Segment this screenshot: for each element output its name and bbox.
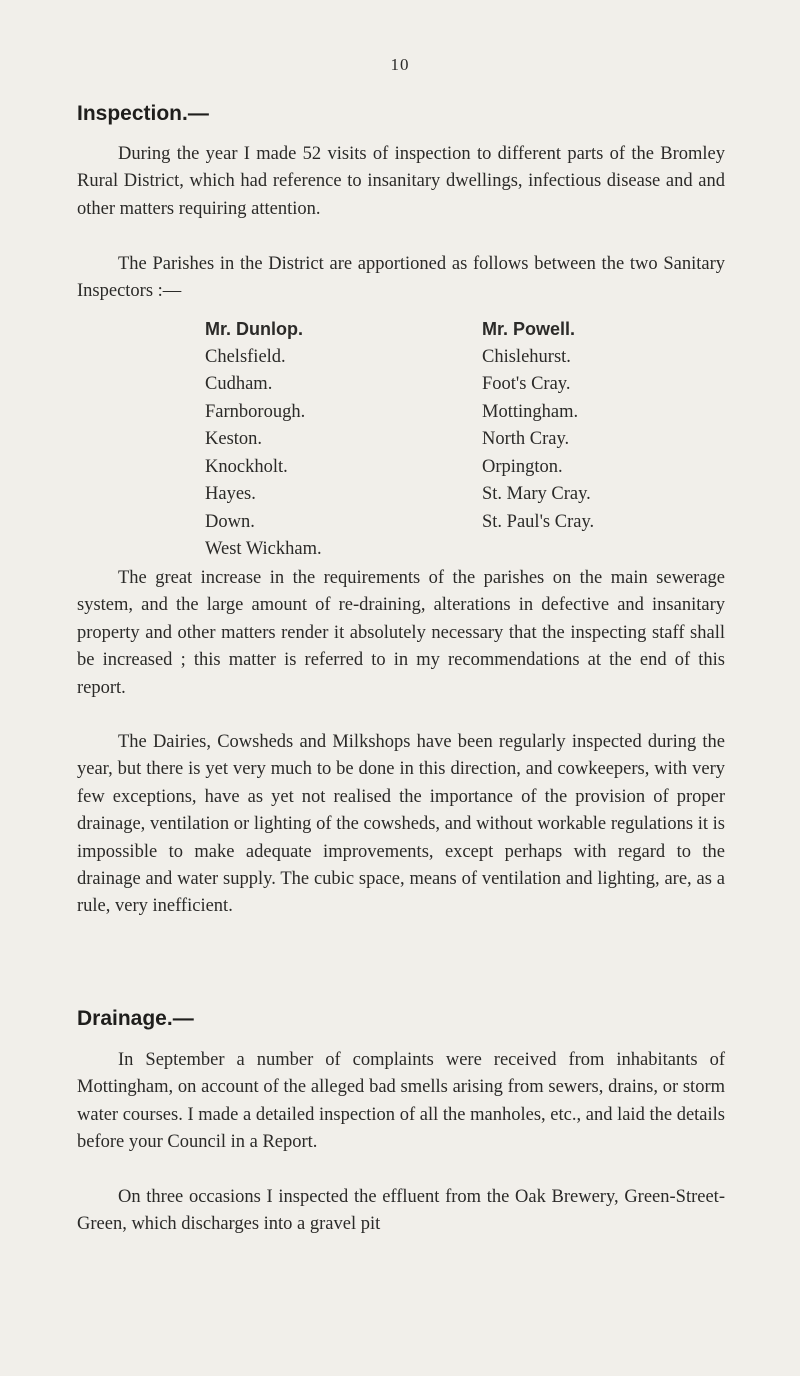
inspection-heading: Inspection.— — [77, 102, 209, 125]
parish-item: Keston. — [205, 429, 263, 449]
parish-item: Down. — [205, 511, 255, 532]
parish-item: Knockholt. — [205, 456, 288, 477]
inspection-paragraph: The Dairies, Cowsheds and Milkshops have been regularly inspected during the year, but there is yet very much to be done in this direction, and cowkeepers, with very few exceptions, have as yet not realised the importance of the provision of proper drainage, ventilation or lighting of the cowsheds, and without workable regulations it is impossible to make adequate improvements, except perhaps with regard to the drainage and water supply. The cubic space, means of ventilation and lighting, are, as a rule, very inefficient. — [77, 732, 725, 917]
parish-item: St. Mary Cray. — [482, 484, 591, 504]
drainage-paragraph: In September a number of complaints were received from inhabitants of Mottingham, on account of the alleged bad smells arising from sewers, drains, or storm water courses. I made a detailed inspection of all the manholes, etc., and laid the details before your Council in a Report. — [77, 1050, 725, 1153]
parish-item: St. Paul's Cray. — [482, 511, 595, 532]
inspection-paragraph: The great increase in the requirements of the parishes on the main sewerage system, and the large amount of re-draining, alterations in defective and insanitary property and other matters render it absolutely necessary that the inspecting staff shall be increased ; this matter is referred to in my recommendations at the end of this report. — [77, 568, 725, 698]
inspector-column-powell — [482, 316, 594, 536]
parish-item: Chislehurst. — [482, 346, 571, 367]
parish-item: Cudham. — [205, 374, 273, 394]
inspector-name: Mr. Dunlop. — [205, 319, 303, 339]
inspection-paragraph: The Parishes in the District are apportioned as follows between the two Sanitary Inspectors :— — [77, 254, 725, 302]
parish-item: Chelsfield. — [205, 346, 286, 367]
inspection-paragraph: During the year I made 52 visits of inspection to different parts of the Bromley Rural District, which had reference to insanitary dwellings, infectious disease and and other matters requiring attention. — [77, 144, 725, 219]
parish-item: Foot's Cray. — [482, 374, 571, 394]
parish-item: Orpington. — [482, 456, 563, 477]
page-number: 10 — [390, 55, 410, 74]
parish-item: North Cray. — [482, 429, 570, 449]
drainage-heading: Drainage.— — [77, 1007, 194, 1030]
drainage-paragraph: On three occasions I inspected the effluent from the Oak Brewery, Green-Street-Green, which discharges into a gravel pit — [77, 1187, 725, 1235]
parish-item: West Wickham. — [205, 539, 322, 559]
parish-item: Hayes. — [205, 484, 256, 504]
parish-item: Mottingham. — [482, 401, 579, 422]
parish-item: Farnborough. — [205, 401, 306, 422]
inspector-name: Mr. Powell. — [482, 319, 576, 339]
inspector-column-dunlop — [205, 316, 322, 564]
